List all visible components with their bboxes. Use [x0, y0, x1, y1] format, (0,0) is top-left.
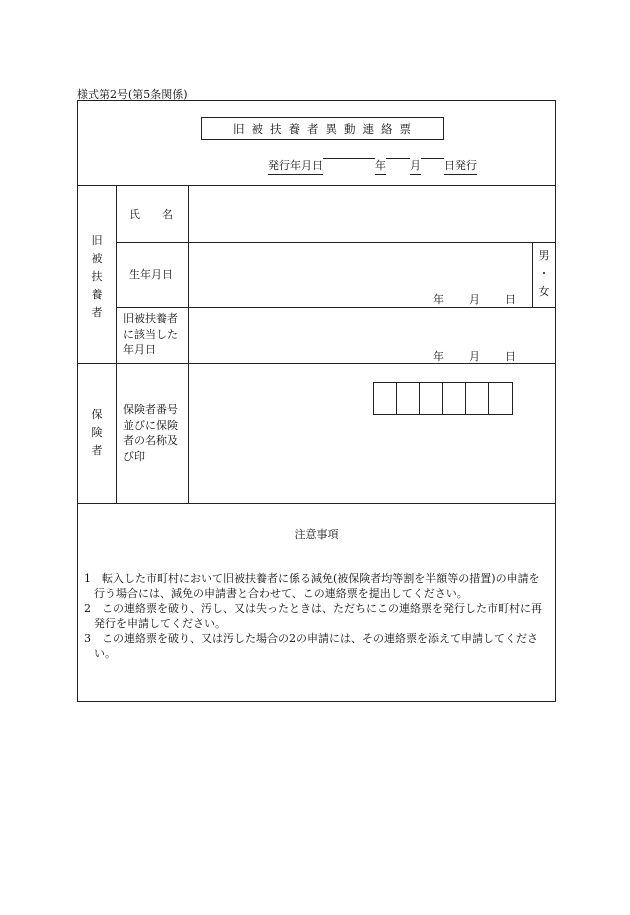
note-item-1: 1 転入した市町村において旧被扶養者に係る減免(被保険者均等割を半額等の措置)の申請を行う場合には、減免の申請書と合わせて、この連絡票を提出してください。	[84, 572, 540, 600]
sex-selector[interactable]	[537, 247, 551, 301]
birth-day-unit: 日	[505, 293, 516, 306]
row-divider-birth	[116, 307, 556, 308]
qualified-date-field[interactable]	[190, 309, 554, 361]
qualified-date-label: 旧被扶養者に該当した年月日	[123, 312, 178, 356]
name-field[interactable]	[190, 187, 554, 240]
qualified-year-unit: 年	[433, 350, 444, 363]
form-number-label: 様式第2号(第5条関係)	[77, 88, 188, 101]
issue-date-label: 発行年月日	[268, 157, 323, 175]
sex-option-male[interactable]: 男	[538, 249, 550, 262]
insurer-number-digit[interactable]	[374, 383, 397, 414]
section-divider-insurer	[77, 363, 556, 364]
insurer-number-digit[interactable]	[443, 383, 466, 414]
issue-day-suffix: 日発行	[444, 157, 477, 175]
row-divider-name	[116, 242, 556, 243]
qualified-day-unit: 日	[505, 350, 516, 363]
birth-date-label: 生年月日	[129, 268, 173, 281]
issue-year-unit: 年	[375, 157, 386, 175]
sex-column-divider	[532, 242, 533, 307]
issue-date-blank-year	[323, 157, 375, 159]
form-title: 旧被扶養者異動連絡票	[201, 117, 444, 140]
insurer-number-digit[interactable]	[397, 383, 420, 414]
insurer-number-boxes	[373, 382, 513, 415]
issue-date-blank-day	[421, 157, 444, 159]
former-dependent-section-label: 旧 被 扶 養 者	[91, 234, 103, 319]
notes-title: 注意事項	[294, 528, 339, 541]
label-column-divider	[116, 185, 117, 503]
birth-month-unit: 月	[469, 293, 480, 306]
name-label: 氏 名	[129, 208, 173, 221]
insurer-number-digit[interactable]	[489, 383, 512, 414]
section-divider-notes	[77, 503, 556, 504]
issue-date-blank-month	[386, 157, 410, 159]
birth-year-unit: 年	[433, 293, 444, 306]
sex-separator: ・	[538, 267, 550, 280]
insurer-number-label: 保険者番号並びに保険者の名称及び印	[123, 403, 178, 463]
issue-month-unit: 月	[410, 157, 421, 175]
note-item-2: 2 この連絡票を破り、汚し、又は失ったときは、ただちにこの連絡票を発行した市町村に再発行を申請してください。	[84, 602, 542, 630]
note-item-3: 3 この連絡票を破り、又は汚した場合の2の申請には、その連絡票を添えて申請してください。	[84, 632, 538, 660]
header-divider	[77, 185, 556, 186]
qualified-month-unit: 月	[469, 350, 480, 363]
field-column-divider	[188, 185, 189, 503]
insurer-number-digit[interactable]	[420, 383, 443, 414]
insurer-section-label: 保 険 者	[91, 408, 103, 457]
insurer-number-digit[interactable]	[466, 383, 489, 414]
sex-option-female[interactable]: 女	[538, 285, 550, 298]
